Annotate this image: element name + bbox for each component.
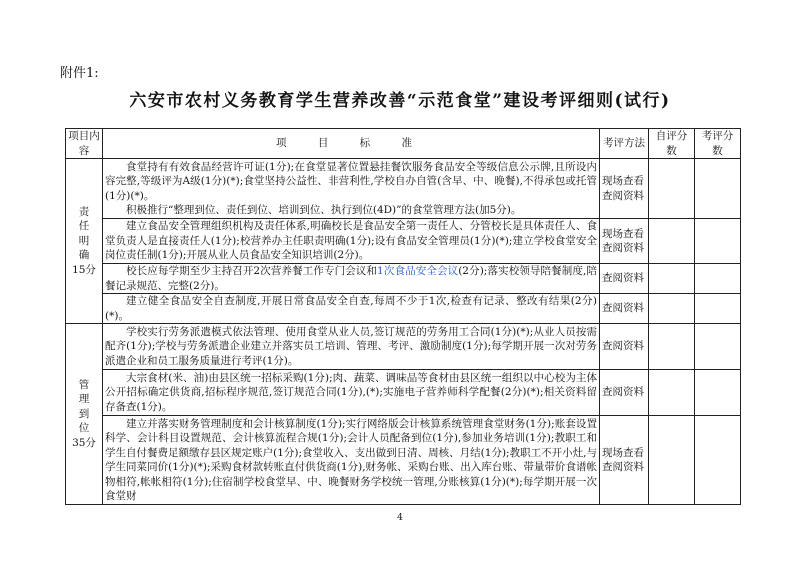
method-cell: 现场查看查阅资料 <box>600 416 649 505</box>
method-cell: 现场查看查阅资料 <box>600 159 649 219</box>
standard-text: 食堂持有有效食品经营许可证(1分);在食堂显著位置悬挂餐饮服务食品安全等级信息公示牌,且所设内容完整,等级评为A级(1分)(*);食堂坚持公益性、非营利性,学校自办自管(含早、中、晚餐),不得承包或托管(1分)(*)。 <box>105 160 597 202</box>
self-score-cell[interactable] <box>649 219 695 264</box>
category-char: 任 <box>78 220 90 233</box>
table-row <box>66 159 741 219</box>
standard-text: 学校实行劳务派遣模式依法管理、使用食堂从业人员,签订规范的劳务用工合同(1分)(*);从业人员按需配齐(1分);学校与劳务派遣企业建立并落实员工培训、管理、考评、激励制度(1分);每学期开展一次对劳务派遣企业和员工服务质量进行考评(1分)。 <box>105 325 597 367</box>
standard-text: 建立健全食品安全自查制度,开展日常食品安全自查,每周不少于1次,检查有记录、整改有结果(2分)(*)。 <box>105 295 597 322</box>
self-score-cell[interactable] <box>649 416 695 505</box>
category-char: 明 <box>78 234 90 247</box>
category-char: 位 <box>78 422 90 435</box>
header-category: 项目内容 <box>66 129 103 159</box>
eval-score-cell[interactable] <box>695 159 741 219</box>
standard-text <box>105 264 597 293</box>
header-standard: 项 目 标 准 <box>103 129 600 159</box>
table-row <box>66 219 741 264</box>
method-cell: 查阅资料 <box>600 370 649 416</box>
table-row <box>66 294 741 324</box>
standard-text-part: 校长应每学期至少主持召开2次营养餐工作专门会议和 <box>126 265 378 277</box>
eval-score-cell[interactable] <box>695 219 741 264</box>
self-score-cell[interactable] <box>649 264 695 294</box>
method-cell: 查阅资料 <box>600 324 649 370</box>
header-method: 考评方法 <box>600 129 649 159</box>
self-score-cell[interactable] <box>649 370 695 416</box>
eval-score-cell[interactable] <box>695 294 741 324</box>
standard-cell <box>103 324 600 370</box>
category-char: 理 <box>78 393 90 406</box>
category-char: 确 <box>78 249 90 262</box>
eval-score-cell[interactable] <box>695 324 741 370</box>
table-row <box>66 324 741 370</box>
standard-cell <box>103 219 600 264</box>
standard-text: 建立食品安全管理组织机构及责任体系,明确校长是食品安全第一责任人、分管校长是具体责任人、食堂负责人是直接责任人(1分);校营养办主任职责明确(1分);设有食品安全管理员(1分)(*);建立学校食堂安全岗位责任制(1分);开展从业人员食品安全知识培训(2分)。 <box>105 220 597 262</box>
category-points: 15分 <box>72 263 96 276</box>
table-row <box>66 370 741 416</box>
table-row <box>66 264 741 294</box>
standard-cell <box>103 159 600 219</box>
header-self-score: 自评分数 <box>649 129 695 159</box>
document-title: 六安市农村义务教育学生营养改善“示范食堂”建设考评细则(试行) <box>129 91 671 111</box>
evaluation-table <box>65 128 741 505</box>
method-cell: 现场查看查阅资料 <box>600 219 649 264</box>
standard-cell <box>103 416 600 505</box>
standard-text: 建立并落实财务管理制度和会计核算制度(1分);实行网络版会计核算系统管理食堂财务(1分);账套设置科学、会计科目设置规范、会计核算流程合规(1分);会计人员配备到位(1分),参加业务培训(1分);教职工和学生自付餐费足额缴存县区规定账户(1分);食堂收入、支出做到日清、周核、月结(1分);教职工不开小灶,与学生同菜同价(1分)(*);采购食材款转账直付供货商(1分),财务帐、采购台账、出入库台账、带量带价食谱帐物相符,帐帐相符(1分);住宿制学校食堂早、中、晚餐财务学校统一管理,分账核算(1分)(*);每学期开展一次食堂财 <box>105 417 597 502</box>
self-score-cell[interactable] <box>649 294 695 324</box>
category-responsibility <box>66 159 103 324</box>
page-number: 4 <box>397 513 403 523</box>
method-cell: 查阅资料 <box>600 294 649 324</box>
table-header-row <box>66 129 741 159</box>
standard-text-part: (2分);落实校领导陪餐制度,陪餐记录规范、完整(2分)。 <box>105 265 597 292</box>
self-score-cell[interactable] <box>649 159 695 219</box>
category-char: 管 <box>78 378 90 391</box>
method-cell: 查阅资料 <box>600 264 649 294</box>
category-char: 到 <box>78 407 90 420</box>
food-safety-meeting-link[interactable]: 1次食品安全会议 <box>377 265 459 277</box>
table-row <box>66 416 741 505</box>
category-char: 责 <box>78 205 90 218</box>
category-management <box>66 324 103 505</box>
standard-text: 积极推行“整理到位、责任到位、培训到位、执行到位(4D)”的食堂管理方法(加5分)。 <box>126 204 522 216</box>
eval-score-cell[interactable] <box>695 416 741 505</box>
standard-cell <box>103 264 600 294</box>
eval-score-cell[interactable] <box>695 264 741 294</box>
eval-score-cell[interactable] <box>695 370 741 416</box>
attachment-label: 附件1: <box>60 66 99 81</box>
self-score-cell[interactable] <box>649 324 695 370</box>
standard-cell <box>103 370 600 416</box>
header-eval-score: 考评分数 <box>695 129 741 159</box>
standard-text: 大宗食材(米、油)由县区统一招标采购(1分);肉、蔬菜、调味品等食材由县区统一组织以中心校为主体公开招标确定供货商,招标程序规范,签订规范合同(1分),(*);实施电子营养师科学配餐(2分)(*);相关资料留存备查(1分)。 <box>105 371 597 413</box>
standard-cell <box>103 294 600 324</box>
category-points: 35分 <box>72 436 96 449</box>
